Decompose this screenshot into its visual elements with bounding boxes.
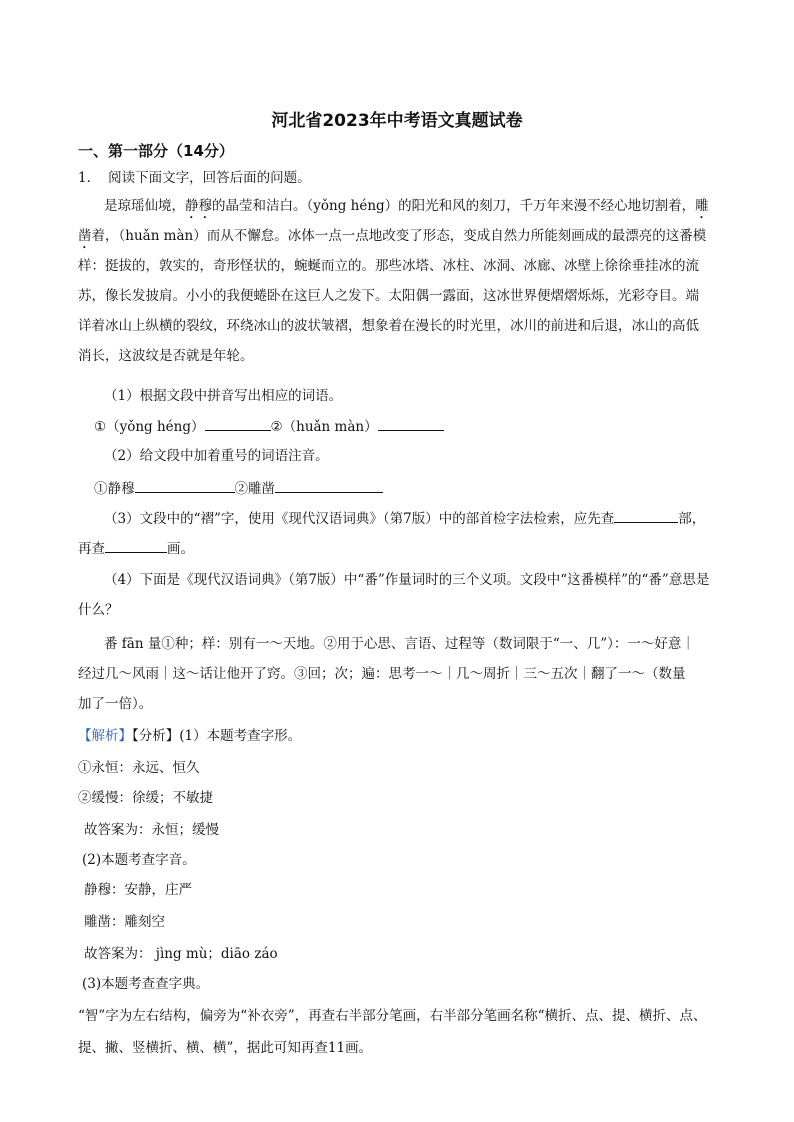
passage-line-6: 消长，这波纹是否就是年轮。 <box>78 348 254 364</box>
analysis-tag: 【解析】 <box>78 728 132 744</box>
emphasized-char-diao: 雕 <box>695 198 709 214</box>
question-intro: 阅读下面文字，回答后面的问题。 <box>108 170 311 186</box>
passage-line-1: 是琼瑶仙境，静穆的晶莹和洁白。（yǒng héng）的阳光和风的刻刀，千万年来漫不经心地切割着，雕 <box>104 198 709 214</box>
sub-question-1-answers: ①（yǒng héng） ②（huǎn màn） <box>94 416 444 437</box>
analysis-line-5: (2)本题考查字音。 <box>82 852 196 868</box>
dictionary-entry-line-3: 加了一倍）。 <box>78 696 153 712</box>
answer-blank-radical[interactable] <box>614 508 678 523</box>
sub-question-4-line-1: （4）下面是《现代汉语词典》（第7版）中“番”作量词时的三个义项。文段中“这番模样”的“番”意思是 <box>104 572 710 588</box>
analysis-line-6: 静穆：安静，庄严 <box>84 882 192 898</box>
answer-blank-huanman[interactable] <box>378 416 444 431</box>
answer-blank-diaozao[interactable] <box>275 478 383 493</box>
section-heading: 一、第一部分（14分） <box>78 142 234 160</box>
analysis-line-8: 故答案为： jìng mù；diāo záo <box>84 946 278 962</box>
answer-blank-yongheng[interactable] <box>205 416 271 431</box>
sub-question-1: （1）根据文段中拼音写出相应的词语。 <box>104 388 343 404</box>
analysis-line-11: 提、撇、竖横折、横、横”，据此可知再查11画。 <box>78 1040 373 1056</box>
analysis-line-2: ①永恒：永远、恒久 <box>78 760 200 776</box>
analysis-line-10: “智”字为左右结构，偏旁为“补衣旁”，再查右半部分笔画，右半部分笔画名称“横折、点、提、横折、点、 <box>78 1008 707 1024</box>
emphasized-word-jingmu: 静穆 <box>185 198 212 214</box>
analysis-line-9: (3)本题考查查字典。 <box>82 976 210 992</box>
answer-blank-strokes[interactable] <box>105 538 167 553</box>
analysis-line-7: 雕凿：雕刻空 <box>84 914 165 930</box>
analysis-line-1: 【解析】【分析】(1）本题考查字形。 <box>78 728 302 744</box>
passage-line-5: 详着冰山上纵横的裂纹，环绕冰山的波状皱褶，想象着在漫长的时光里，冰川的前进和后退，冰山的高低 <box>78 318 699 334</box>
page-title: 河北省2023年中考语文真题试卷 <box>271 111 523 131</box>
sub-question-2: （2）给文段中加着重号的词语注音。 <box>104 448 329 464</box>
passage-line-3: 样：挺拔的，敦实的，奇形怪状的，蜿蜒而立的。那些冰塔、冰柱、冰洞、冰廊、冰壁上徐徐垂挂冰的流 <box>78 258 699 274</box>
emphasized-char-zao: 凿 <box>78 228 92 244</box>
question-number: 1． <box>78 170 101 186</box>
question-1 <box>78 168 311 188</box>
answer-blank-jingmu[interactable] <box>135 478 235 493</box>
analysis-line-4: 故答案为：永恒；缓慢 <box>84 822 219 838</box>
dictionary-entry-line-2: 经过几～风雨｜这～话让他开了窍。③回；次；遍：思考一～｜几～周折｜三～五次｜翻了一～（数量 <box>78 666 686 682</box>
passage-line-2: 凿着，（huǎn màn）而从不懈怠。冰体一点一点地改变了形态，变成自然力所能刻画成的最漂亮的这番模 <box>78 228 707 244</box>
dictionary-entry-line-1: 番 fān 量①种；样：别有一～天地。②用于心思、言语、过程等（数词限于“一、几”）：一～好意｜ <box>104 636 695 652</box>
sub-question-3-line-1: （3）文段中的“褶”字，使用《现代汉语词典》（第7版）中的部首检字法检索，应先查 部， <box>104 508 705 529</box>
sub-question-4-line-2: 什么？ <box>78 602 119 618</box>
sub-question-2-answers: ①静穆 ②雕凿 <box>94 478 383 499</box>
passage-line-4: 苏，像长发披肩。小小的我便蜷卧在这巨人之发下。太阳偶一露面，这冰世界便熠熠烁烁，光彩夺目。端 <box>78 288 699 304</box>
sub-question-3-line-2: 再查 画。 <box>78 538 194 559</box>
analysis-line-3: ②缓慢：徐缓；不敏捷 <box>78 790 213 806</box>
